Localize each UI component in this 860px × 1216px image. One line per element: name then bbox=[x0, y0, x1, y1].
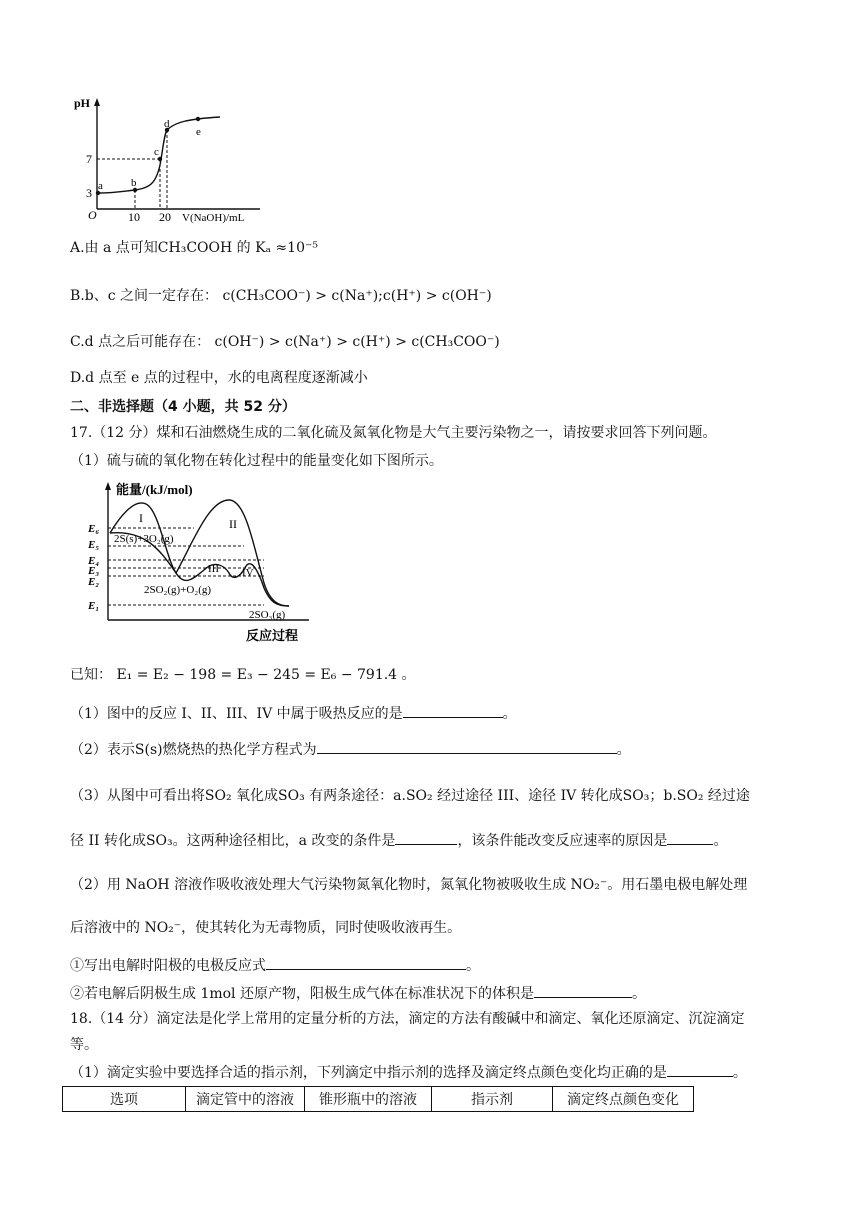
q17-1-2-text: （2）表示S(s)燃烧热的热化学方程式为 bbox=[70, 742, 317, 758]
fig1-xlabel: V(NaOH)/mL bbox=[182, 212, 245, 224]
answer-blank bbox=[667, 1062, 733, 1077]
q18-intro-b: 等。 bbox=[70, 1037, 98, 1053]
fig2-level-e1: E₁ bbox=[88, 600, 100, 612]
q17-1-1-text: （1）图中的反应 I、II、III、IV 中属于吸热反应的是 bbox=[70, 706, 403, 722]
fig2-label-iii: III bbox=[208, 563, 219, 575]
fig2-xlabel: 反应过程 bbox=[246, 628, 299, 643]
options-table bbox=[62, 1086, 694, 1112]
q18-1-end: 。 bbox=[732, 1065, 747, 1081]
known-relation: 已知： E₁ = E₂ − 198 = E₃ − 245 = E₆ − 791.4 。 bbox=[70, 667, 416, 683]
fig2-species-mid: 2SO₂(g)+O₂(g) bbox=[144, 584, 212, 596]
q17-1-3a: （3）从图中可看出将SO₂ 氧化成SO₃ 有两条途径：a.SO₂ 经过途径 III、途径 IV 转化成SO₃；b.SO₂ 经过途 bbox=[70, 788, 750, 804]
q17-1-3b-text2: ，该条件能改变反应速率的原因是 bbox=[457, 833, 668, 849]
titration-curve-figure bbox=[70, 95, 270, 225]
q17-2-2-text: ②若电解后阴极生成 1mol 还原产物，阳极生成气体在标准状况下的体积是 bbox=[70, 986, 534, 1002]
fig1-point-d: d bbox=[164, 118, 170, 130]
q17-2-2 bbox=[70, 983, 646, 1004]
q17-1-3b bbox=[70, 830, 727, 851]
answer-blank bbox=[266, 955, 466, 970]
option-b: B.b、c 之间一定存在： c(CH₃COO⁻) > c(Na⁺);c(H⁺) > c(OH⁻) bbox=[70, 288, 492, 304]
table-header: 滴定终点颜色变化 bbox=[553, 1087, 694, 1112]
fig1-point-c: c bbox=[154, 146, 159, 158]
q17-1-1-end: 。 bbox=[502, 706, 517, 722]
q17-2a: （2）用 NaOH 溶液作吸收液处理大气污染物氮氧化物时，氮氧化物被吸收生成 NO₂⁻。用石墨电极电解处理 bbox=[70, 877, 748, 893]
fig2-ylabel: 能量/(kJ/mol) bbox=[116, 482, 193, 497]
fig1-point-a: a bbox=[98, 180, 103, 192]
q18-intro-a: 18.（14 分）滴定法是化学上常用的定量分析的方法，滴定的方法有酸碱中和滴定、氧化还原滴定、沉淀滴定 bbox=[70, 1011, 745, 1027]
fig1-ytick-3: 3 bbox=[86, 186, 92, 200]
fig1-xtick-10: 10 bbox=[128, 210, 140, 224]
q17-2b: 后溶液中的 NO₂⁻，使其转化为无毒物质，同时使吸收液再生。 bbox=[70, 920, 462, 936]
q17-intro: 17.（12 分）煤和石油燃烧生成的二氧化硫及氮氧化物是大气主要污染物之一，请按要求回答下列问题。 bbox=[70, 425, 717, 441]
q17-2-2-end: 。 bbox=[632, 986, 646, 1002]
fig1-origin: O bbox=[88, 208, 97, 222]
energy-diagram-figure bbox=[84, 478, 314, 648]
q18-1 bbox=[70, 1062, 747, 1083]
table-header: 滴定管中的溶液 bbox=[186, 1087, 305, 1112]
fig1-ylabel: pH bbox=[74, 96, 91, 110]
q17-2-1-text: ①写出电解时阳极的电极反应式 bbox=[70, 958, 266, 974]
q17-part1: （1）硫与硫的氧化物在转化过程中的能量变化如下图所示。 bbox=[70, 453, 443, 469]
q18-1-text: （1）滴定实验中要选择合适的指示剂，下列滴定中指示剂的选择及滴定终点颜色变化均正确的是 bbox=[70, 1065, 667, 1081]
table-header: 选项 bbox=[63, 1087, 186, 1112]
fig1-ytick-7: 7 bbox=[86, 152, 92, 166]
fig2-label-i: I bbox=[139, 511, 143, 525]
fig2-level-e5: E₅ bbox=[88, 539, 100, 551]
q17-1-1 bbox=[70, 703, 517, 724]
fig1-xtick-20: 20 bbox=[159, 210, 171, 224]
q17-2-1 bbox=[70, 955, 480, 976]
fig2-species-top: 2S(s)+3O₂(g) bbox=[114, 533, 174, 545]
fig1-point-e: e bbox=[196, 126, 201, 138]
answer-blank bbox=[534, 983, 632, 998]
answer-blank bbox=[317, 739, 617, 754]
fig2-label-ii: II bbox=[229, 517, 237, 531]
answer-blank bbox=[667, 830, 713, 845]
table-header-row bbox=[63, 1087, 694, 1112]
q17-1-3b-end: 。 bbox=[713, 833, 728, 849]
fig2-species-bot: 2SO₃(g) bbox=[249, 609, 286, 621]
fig2-label-iv: IV bbox=[242, 567, 254, 579]
q17-1-2-end: 。 bbox=[616, 742, 631, 758]
answer-blank bbox=[395, 830, 457, 845]
fig2-level-e4: E₄ bbox=[88, 555, 100, 567]
q17-1-3b-text1: 径 II 转化成SO₃。这两种途径相比，a 改变的条件是 bbox=[70, 833, 396, 849]
table-header: 指示剂 bbox=[432, 1087, 553, 1112]
q17-1-2 bbox=[70, 739, 631, 760]
q17-2-1-end: 。 bbox=[466, 958, 480, 974]
fig1-point-b: b bbox=[131, 177, 137, 189]
answer-blank bbox=[403, 703, 503, 718]
option-c: C.d 点之后可能存在： c(OH⁻) > c(Na⁺) > c(H⁺) > c(CH₃COO⁻) bbox=[70, 334, 500, 350]
section-2-title: 二、非选择题（4 小题，共 52 分） bbox=[70, 399, 296, 415]
option-a: A.由 a 点可知CH₃COOH 的 Kₐ ≈10⁻⁵ bbox=[70, 240, 318, 256]
fig2-level-e6: E₆ bbox=[88, 523, 100, 535]
option-d: D.d 点至 e 点的过程中，水的电离程度逐渐减小 bbox=[70, 370, 368, 386]
table-header: 锥形瓶中的溶液 bbox=[305, 1087, 432, 1112]
fig2-level-e2: E₂ bbox=[88, 576, 100, 588]
fig2-level-e3: E₃ bbox=[88, 565, 100, 577]
